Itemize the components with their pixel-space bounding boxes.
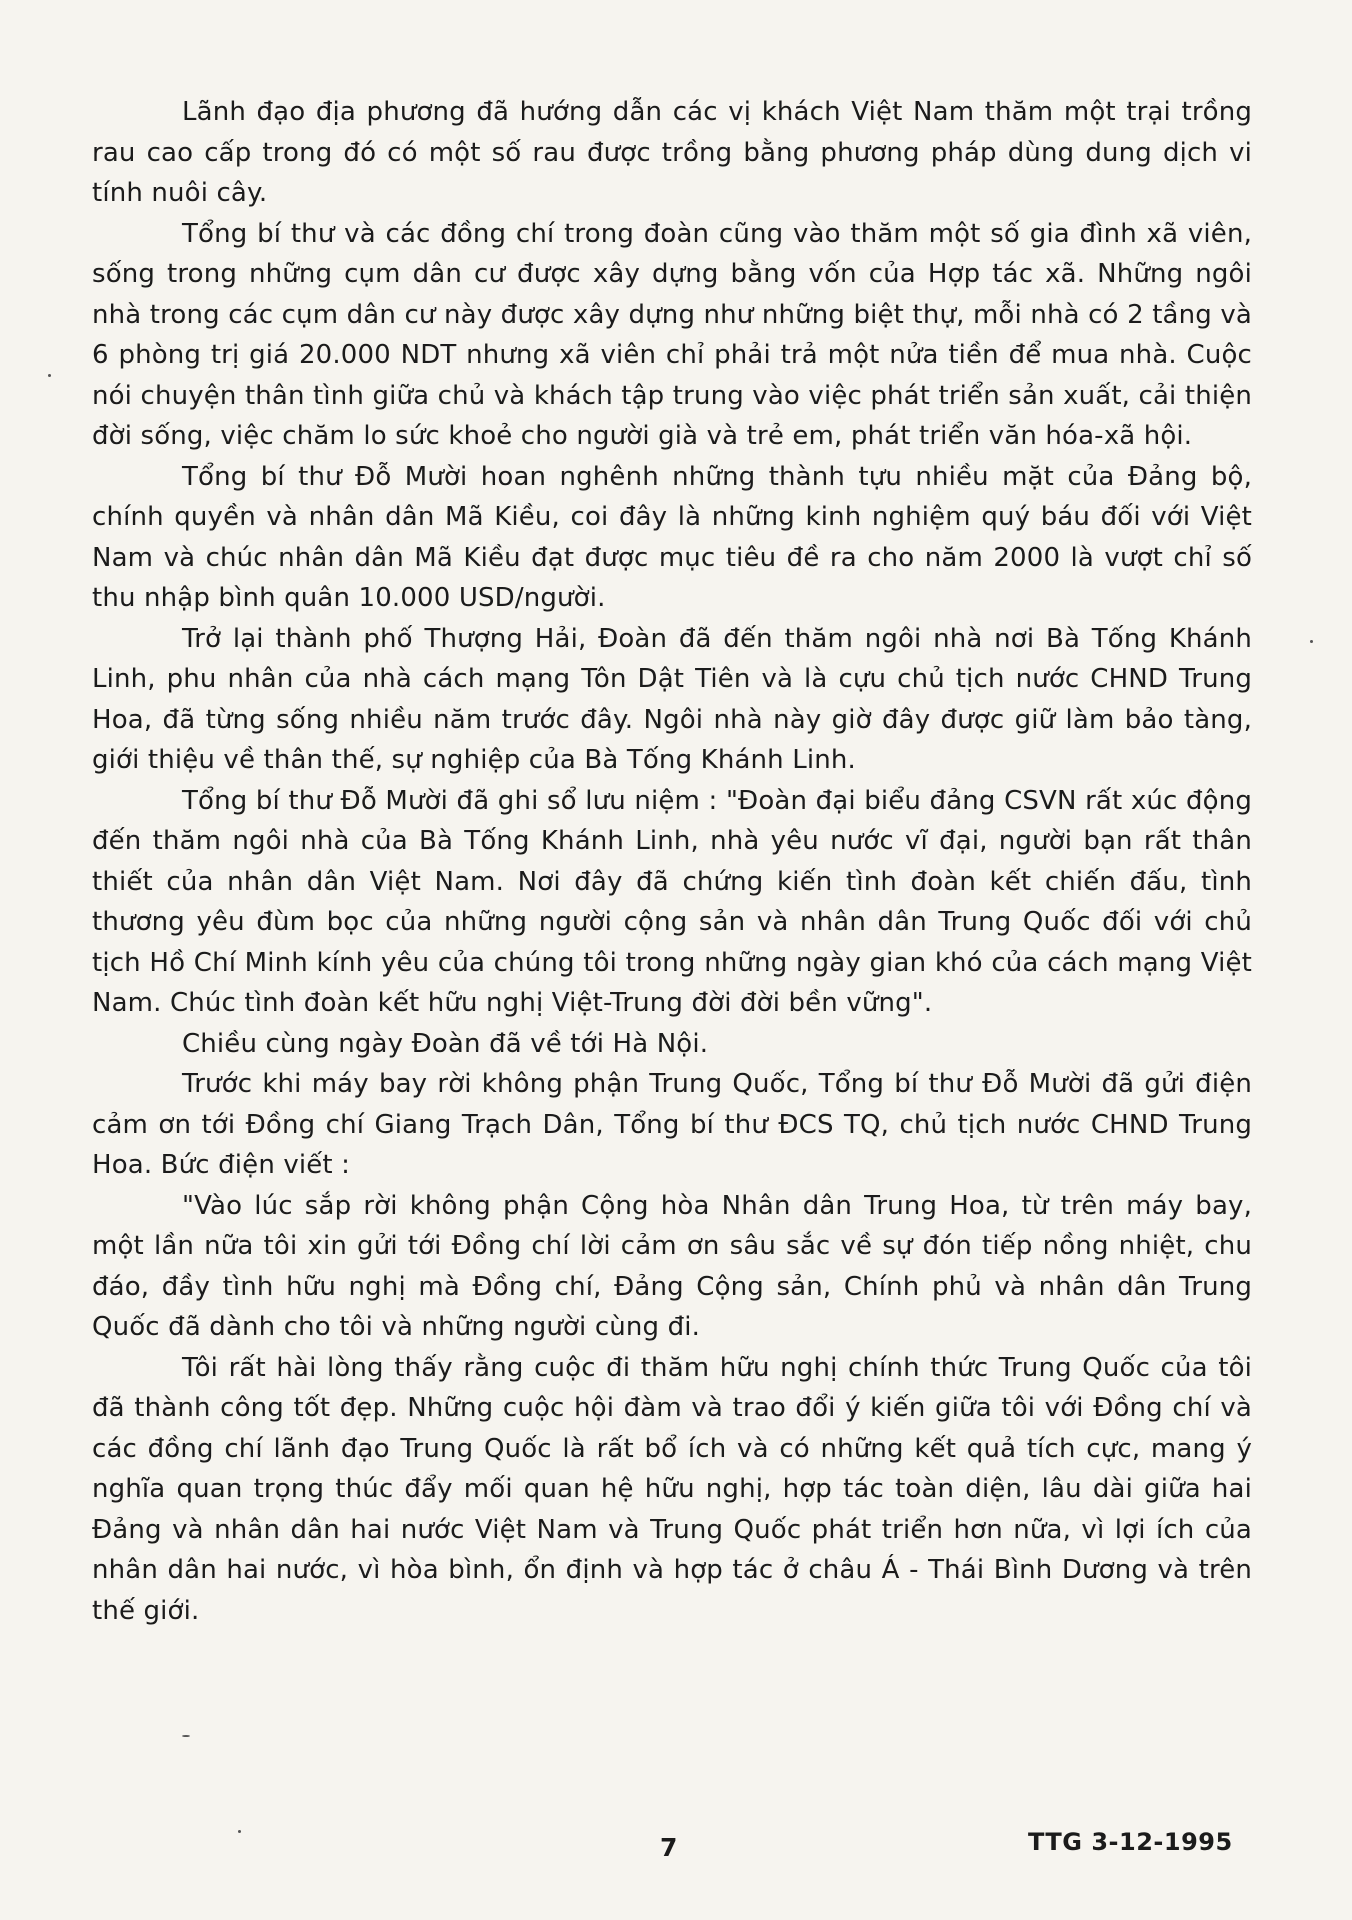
scan-speck [182, 1735, 190, 1737]
paragraph-5: Tổng bí thư Đỗ Mười đã ghi sổ lưu niệm : "Đoàn đại biểu đảng CSVN rất xúc động đến thăm ngôi nhà của Bà Tống Khánh Linh, nhà yêu nước vĩ đại, người bạn rất thân thiết của nhân dân Việt Nam. Nơi đây đã chứng kiến tình đoàn kết chiến đấu, tình thương yêu đùm bọc của những người cộng sản và nhân dân Trung Quốc đối với chủ tịch Hồ Chí Minh kính yêu của chúng tôi trong những ngày gian khó của cách mạng Việt Nam. Chúc tình đoàn kết hữu nghị Việt-Trung đời đời bền vững". [92, 785, 1252, 1018]
paragraph-6: Chiều cùng ngày Đoàn đã về tới Hà Nội. [182, 1028, 709, 1059]
paragraph-9: Tôi rất hài lòng thấy rằng cuộc đi thăm hữu nghị chính thức Trung Quốc của tôi đã thành công tốt đẹp. Những cuộc hội đàm và trao đổi ý kiến giữa tôi với Đồng chí và các đồng chí lãnh đạo Trung Quốc là rất bổ ích và có những kết quả tích cực, mang ý nghĩa quan trọng thúc đẩy mối quan hệ hữu nghị, hợp tác toàn diện, lâu dài giữa hai Đảng và nhân dân hai nước Việt Nam và Trung Quốc phát triển hơn nữa, vì lợi ích của nhân dân hai nước, vì hòa bình, ổn định và hợp tác ở châu Á - Thái Bình Dương và trên thế giới. [92, 1352, 1252, 1626]
paragraph-1: Lãnh đạo địa phương đã hướng dẫn các vị khách Việt Nam thăm một trại trồng rau cao cấp trong đó có một số rau được trồng bằng phương pháp dùng dung dịch vi tính nuôi cây. [92, 97, 1252, 208]
body-text [92, 92, 1252, 1631]
paragraph-7: Trước khi máy bay rời không phận Trung Quốc, Tổng bí thư Đỗ Mười đã gửi điện cảm ơn tới Đồng chí Giang Trạch Dân, Tổng bí thư ĐCS TQ, chủ tịch nước CHND Trung Hoa. Bức điện viết : [92, 1069, 1252, 1180]
document-reference: TTG 3-12-1995 [1028, 1828, 1233, 1856]
scan-speck [238, 1830, 241, 1833]
paragraph-4: Trở lại thành phố Thượng Hải, Đoàn đã đến thăm ngôi nhà nơi Bà Tống Khánh Linh, phu nhân của nhà cách mạng Tôn Dật Tiên và là cựu chủ tịch nước CHND Trung Hoa, đã từng sống nhiều năm trước đây. Ngôi nhà này giờ đây được giữ làm bảo tàng, giới thiệu về thân thế, sự nghiệp của Bà Tống Khánh Linh. [92, 623, 1252, 775]
scan-speck [1310, 640, 1313, 643]
paragraph-2: Tổng bí thư và các đồng chí trong đoàn cũng vào thăm một số gia đình xã viên, sống trong những cụm dân cư được xây dựng bằng vốn của Hợp tác xã. Những ngôi nhà trong các cụm dân cư này được xây dựng như những biệt thự, mỗi nhà có 2 tầng và 6 phòng trị giá 20.000 NDT nhưng xã viên chỉ phải trả một nửa tiền để mua nhà. Cuộc nói chuyện thân tình giữa chủ và khách tập trung vào việc phát triển sản xuất, cải thiện đời sống, việc chăm lo sức khoẻ cho người già và trẻ em, phát triển văn hóa-xã hội. [92, 218, 1252, 451]
paragraph-8: "Vào lúc sắp rời không phận Cộng hòa Nhân dân Trung Hoa, từ trên máy bay, một lần nữa tôi xin gửi tới Đồng chí lời cảm ơn sâu sắc về sự đón tiếp nồng nhiệt, chu đáo, đầy tình hữu nghị mà Đồng chí, Đảng Cộng sản, Chính phủ và nhân dân Trung Quốc đã dành cho tôi và những người cùng đi. [92, 1190, 1252, 1342]
paragraph-3: Tổng bí thư Đỗ Mười hoan nghênh những thành tựu nhiều mặt của Đảng bộ, chính quyền và nhân dân Mã Kiều, coi đây là những kinh nghiệm quý báu đối với Việt Nam và chúc nhân dân Mã Kiều đạt được mục tiêu đề ra cho năm 2000 là vượt chỉ số thu nhập bình quân 10.000 USD/người. [92, 461, 1252, 613]
scan-speck [48, 374, 51, 377]
page-number: 7 [660, 1833, 678, 1862]
